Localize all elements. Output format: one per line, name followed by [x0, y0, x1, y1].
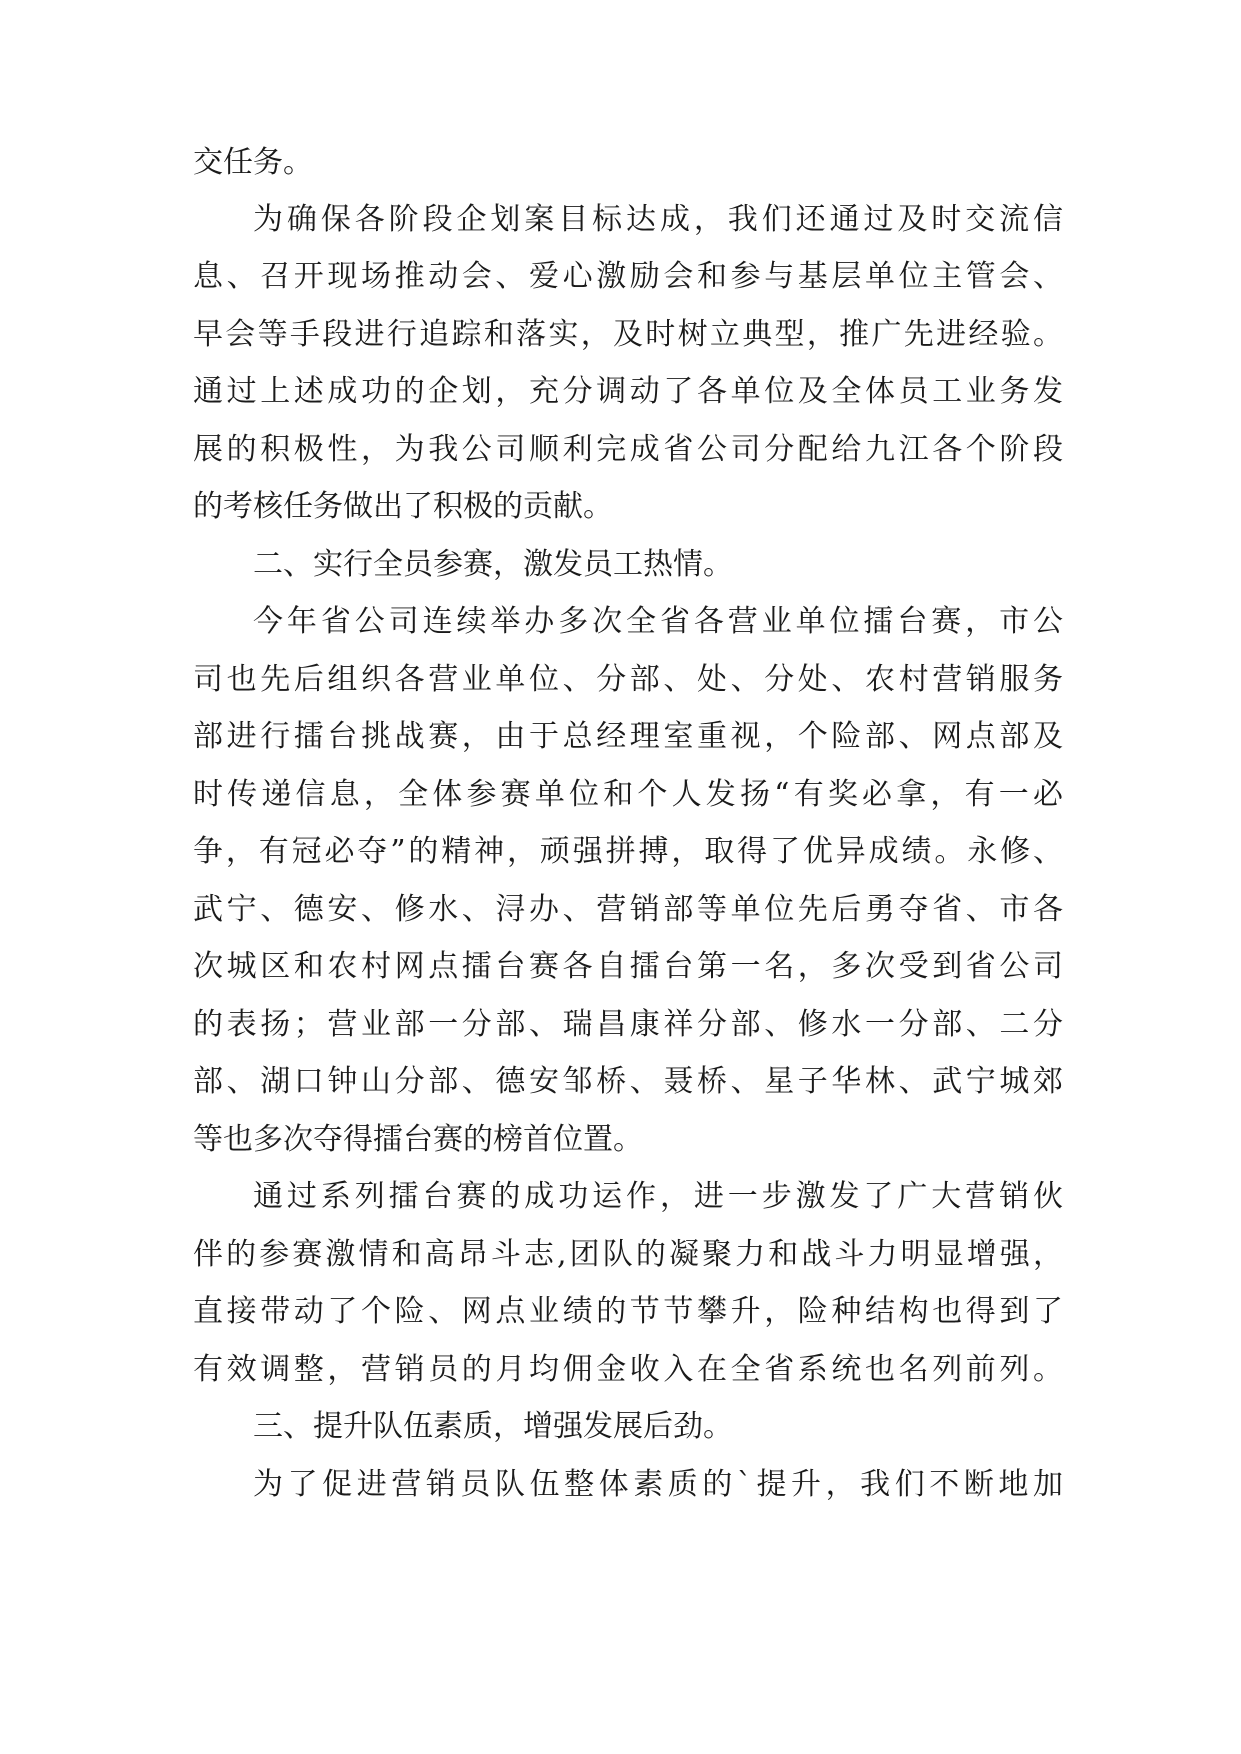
- text-line: 等也多次夺得擂台赛的榜首位置。: [193, 1122, 643, 1157]
- text-line: 有效调整，营销员的月均佣金收入在全省系统也名列前列。: [193, 1352, 1063, 1387]
- text-line: 通过上述成功的企划，充分调动了各单位及全体员工业务发: [193, 374, 1063, 409]
- text-line: 今年省公司连续举办多次全省各营业单位擂台赛，市公: [253, 604, 1063, 639]
- text-line: 为确保各阶段企划案目标达成，我们还通过及时交流信: [253, 202, 1063, 237]
- text-line: 时传递信息，全体参赛单位和个人发扬“有奖必拿，有一必: [193, 777, 1063, 812]
- text-line: 直接带动了个险、网点业绩的节节攀升，险种结构也得到了: [193, 1294, 1063, 1329]
- text-line: 息、召开现场推动会、爱心激励会和参与基层单位主管会、: [193, 259, 1063, 294]
- text-line: 伴的参赛激情和高昂斗志,团队的凝聚力和战斗力明显增强，: [193, 1237, 1063, 1272]
- text-line: 交任务。: [193, 145, 313, 180]
- text-line: 为了促进营销员队伍整体素质的`提升，我们不断地加: [253, 1467, 1063, 1502]
- text-line: 部进行擂台挑战赛，由于总经理室重视，个险部、网点部及: [193, 719, 1063, 754]
- text-line: 的考核任务做出了积极的贡献。: [193, 489, 613, 524]
- text-line: 次城区和农村网点擂台赛各自擂台第一名，多次受到省公司: [193, 949, 1063, 984]
- text-line: 早会等手段进行追踪和落实，及时树立典型，推广先进经验。: [193, 317, 1063, 352]
- text-line: 司也先后组织各营业单位、分部、处、分处、农村营销服务: [193, 662, 1063, 697]
- section-heading-text: 三、提升队伍素质，增强发展后劲。: [253, 1409, 733, 1444]
- text-line: 部、湖口钟山分部、德安邹桥、聂桥、星子华林、武宁城郊: [193, 1064, 1063, 1099]
- section-heading-text: 二、实行全员参赛，激发员工热情。: [253, 547, 733, 582]
- text-line: 的表扬；营业部一分部、瑞昌康祥分部、修水一分部、二分: [193, 1007, 1063, 1042]
- text-line: 通过系列擂台赛的成功运作，进一步激发了广大营销伙: [253, 1179, 1063, 1214]
- text-line: 武宁、德安、修水、浔办、营销部等单位先后勇夺省、市各: [193, 892, 1063, 927]
- text-line: 展的积极性，为我公司顺利完成省公司分配给九江各个阶段: [193, 432, 1063, 467]
- text-line: 争，有冠必夺”的精神，顽强拼搏，取得了优异成绩。永修、: [193, 834, 1063, 869]
